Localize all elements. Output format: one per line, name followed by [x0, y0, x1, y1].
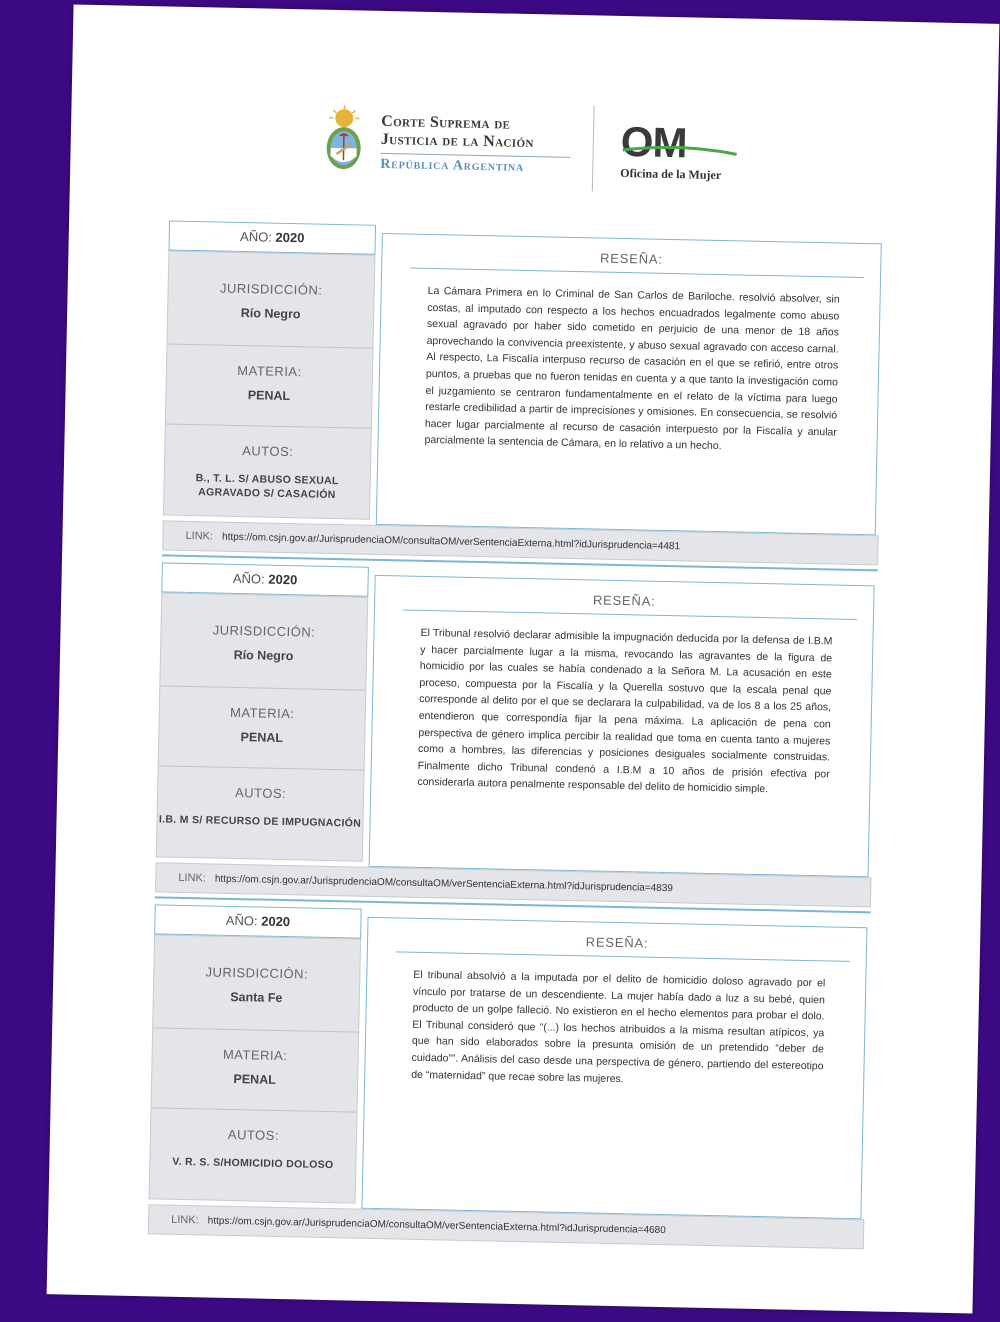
court-name — [380, 113, 581, 177]
court-name-line2: Justicia de la Nación — [380, 130, 535, 152]
jurisdiction-value: Santa Fe — [230, 989, 283, 1006]
jurisdiction-cell — [168, 280, 374, 323]
case-name-label: AUTOS: — [234, 785, 287, 802]
country-name: República Argentina — [380, 156, 525, 175]
link-label: LINK: — [178, 871, 206, 885]
case-link[interactable]: https://om.csjn.gov.ar/JurisprudenciaOM/consultaOM/verSentenciaExterna.html?idJurisprudencia=4481 — [221, 531, 681, 553]
case-name-value: B., T. L. S/ ABUSO SEXUAL AGRAVADO S/ CASACIÓN — [195, 472, 339, 502]
om-logo-text: OM — [620, 117, 687, 167]
year-label: AÑO: — [232, 570, 265, 587]
om-swoosh-icon — [621, 140, 739, 160]
summary-box — [376, 233, 882, 535]
summary-box — [361, 917, 867, 1219]
om-logo — [620, 117, 751, 167]
jurisdiction-label: JURISDICCIÓN: — [212, 622, 316, 640]
case-name-label: AUTOS: — [242, 443, 294, 460]
case-link[interactable]: https://om.csjn.gov.ar/JurisprudenciaOM/consultaOM/verSentenciaExterna.html?idJurisprudencia=4839 — [214, 873, 674, 895]
case-name-value: I.B. M S/ RECURSO DE IMPUGNACIÓN — [158, 813, 362, 830]
page-header — [318, 100, 760, 205]
subject-value: PENAL — [233, 1072, 276, 1087]
year-value: 2020 — [261, 913, 291, 930]
argentina-coat-of-arms-icon — [318, 104, 369, 177]
subject-cell — [159, 703, 365, 746]
summary-title: RESEÑA: — [585, 934, 649, 951]
year-value: 2020 — [275, 229, 305, 246]
link-label: LINK: — [185, 529, 214, 543]
case-details — [163, 250, 376, 519]
court-name-line1: Corte Suprema de — [381, 112, 511, 133]
case-name-cell — [157, 783, 363, 830]
case-name-label: AUTOS: — [227, 1126, 280, 1143]
year-box — [154, 904, 362, 938]
subject-label: MATERIA: — [222, 1046, 288, 1064]
summary-text: El tribunal absolvió a la imputada por el delito de homicidio doloso agravado por el vínculo por tratarse de un descendiente. La mujer había dado a luz a su bebé, quien producto de un golpe falleció. No existieron en el hecho elementos para probar el dolo. El Tribunal consideró que “(...) los hechos atribuidos a la misma resultan atípicos, ya que han sido elaborados sobre la presunta omisión de un pretendido “deber de cuidado””. Análisis del caso desde una perspectiva de género, partiendo del estereotipo de “maternidad” que recae sobre las mujeres. — [411, 968, 826, 1085]
year-box — [168, 220, 376, 254]
case-name-cell — [164, 441, 370, 502]
case-card — [169, 220, 885, 553]
year-label: AÑO: — [239, 228, 273, 245]
subject-value: PENAL — [247, 388, 291, 404]
divider — [152, 1107, 357, 1112]
divider — [168, 343, 373, 348]
summary-box — [369, 575, 875, 877]
summary-text: La Cámara Primera en lo Criminal de San Carlos de Bariloche. resolvió absolver, sin costas, al imputado con respecto a los hechos encuadrados legalmente como abuso sexual agravado por haber sido cometido en perjuicio de una menor de 18 años aprovechando la convivencia preexistente, y abuso sexual agravado con acceso carnal. Al respecto, La Fiscalía interpuso recurso de casación en el que se refirió, entre otros puntos, a pruebas que no fueron tenidas en cuenta y a que tanto la investigación como el juzgamiento se centraron fundamentalmente en el relato de la víctima para luego restarle credibilidad a partir de imprecisiones y omisiones. En consecuencia, se resolvió hacer lugar parcialmente al recurso de casación interpuesto por la Fiscalía y anular parcialmente la sentencia de Cámara, en lo relativo a un hecho. — [424, 284, 840, 453]
case-link[interactable]: https://om.csjn.gov.ar/JurisprudenciaOM/consultaOM/verSentenciaExterna.html?idJurisprudencia=4680 — [207, 1215, 666, 1237]
jurisdiction-cell — [161, 621, 367, 664]
jurisdiction-label: JURISDICCIÓN: — [219, 280, 323, 298]
summary-text: El Tribunal resolvió declarar admisible la impugnación deducida por la defensa de I.B.M y hacer parcialmente lugar a la misma, revocando las agravantes de la figura de homicidio por las cuales se había condenado a la Señora M. La acusación en este proceso, compuesta por la Fiscalía y la Querella sostuvo que la escala penal que corresponde al delito por el que se declarara la culpabilidad, va de los 8 a los 25 años, entendieron que correspondía fijar la pena máxima. La aplicación de pena con perspectiva de género implica percibir la realidad que toma en cuenta tanto a mujeres como a hombres, las diferencias y posiciones desiguales socialmente construidas. Finalmente dicho Tribunal condenó a I.B.M a 10 años de prisión efectiva por considerarla autora penalmente responsable del delito de homicidio simple. — [417, 626, 833, 796]
document-page — [47, 4, 1000, 1313]
case-card — [158, 562, 878, 895]
divider — [159, 765, 364, 770]
case-details — [156, 592, 369, 861]
om-subtitle: Oficina de la Mujer — [620, 165, 722, 183]
subject-label: MATERIA: — [229, 704, 295, 722]
case-card — [155, 904, 871, 1237]
year-value: 2020 — [268, 571, 298, 588]
jurisdiction-value: Río Negro — [233, 647, 294, 664]
case-details — [149, 934, 362, 1203]
subject-value: PENAL — [240, 730, 284, 745]
divider — [160, 685, 365, 690]
subject-cell — [152, 1045, 358, 1088]
divider — [166, 423, 371, 428]
year-box — [161, 562, 369, 596]
summary-title: RESEÑA: — [599, 250, 663, 267]
subject-cell — [166, 361, 372, 404]
summary-title: RESEÑA: — [592, 592, 656, 609]
divider — [153, 1027, 358, 1032]
case-name-value: V. R. S. S/HOMICIDIO DOLOSO — [172, 1155, 334, 1172]
year-label: AÑO: — [225, 912, 258, 929]
jurisdiction-cell — [154, 963, 360, 1006]
case-name-cell — [150, 1125, 356, 1172]
jurisdiction-value: Río Negro — [240, 306, 301, 322]
link-label: LINK: — [171, 1213, 199, 1227]
header-divider — [592, 105, 595, 191]
jurisdiction-label: JURISDICCIÓN: — [205, 964, 309, 982]
subject-label: MATERIA: — [237, 362, 302, 380]
om-logo-block — [620, 117, 751, 184]
